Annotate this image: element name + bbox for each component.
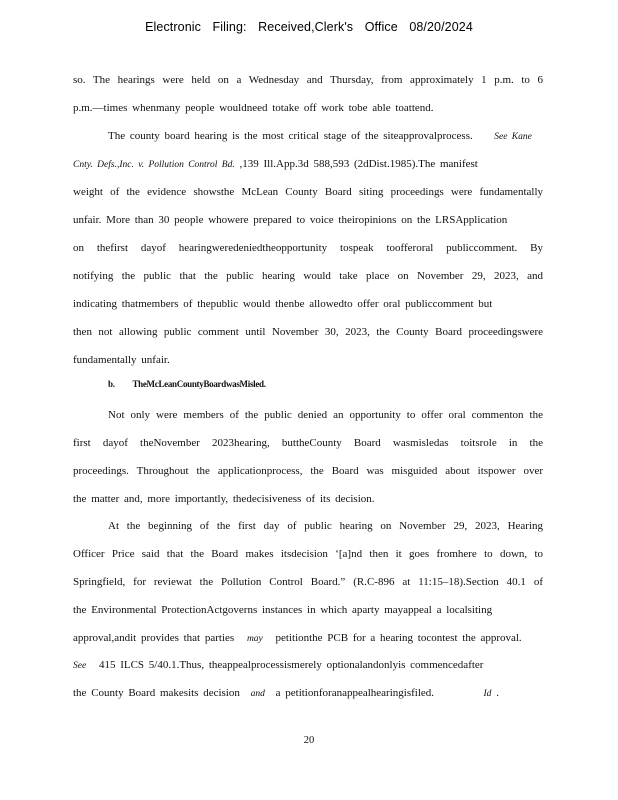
body-line: unfair. More than 30 people whowere prepared to voice theiropinions on the LRSApplication <box>73 214 508 226</box>
body-line <box>108 129 543 144</box>
section-heading <box>108 379 266 389</box>
filing-stamp-header: Electronic Filing: Received,Clerk's Office 08/20/2024 <box>145 20 473 34</box>
body-line: on thefirst dayof hearingweredeniedtheopportunity tospeak toofferoral publiccomment. By <box>73 242 543 254</box>
body-text: petitionthe PCB for a hearing tocontest the approval. <box>275 632 522 644</box>
body-line <box>73 631 543 646</box>
page-number: 20 <box>303 735 315 746</box>
citation-signal: See <box>73 661 87 671</box>
body-line: Not only were members of the public denied an opportunity to offer oral commenton the <box>108 409 543 421</box>
body-text: . <box>496 687 499 699</box>
body-line <box>73 686 543 701</box>
emphasis-text: and <box>250 689 265 699</box>
body-line: then not allowing public comment until November 30, 2023, the County Board proceedingswere <box>73 326 543 338</box>
body-text: 415 ILCS 5/40.1.Thus, theappealprocessismerely optionalandonlyis commencedafter <box>98 659 484 671</box>
body-text: approval,andit provides that parties <box>73 632 235 644</box>
body-line: the Environmental ProtectionActgoverns instances in which aparty mayappeal a localsiting <box>73 604 493 616</box>
body-text: the County Board makesits decision <box>73 687 240 699</box>
body-line <box>73 658 543 673</box>
section-heading-title: TheMcLeanCountyBoardwasMisled. <box>132 379 266 389</box>
body-line: weight of the evidence showsthe McLean County Board siting proceedings were fundamentally <box>73 186 543 198</box>
citation-signal: Id <box>483 689 492 699</box>
body-line: first dayof theNovember 2023hearing, buttheCounty Board wasmisledas toitsrole in the <box>73 437 543 449</box>
emphasis-text: may <box>246 634 263 644</box>
body-line: Officer Price said that the Board makes itsdecision ‘[a]nd then it goes fromhere to down, to <box>73 548 543 560</box>
body-text: a petitionforanappealhearingisfiled. <box>275 687 435 699</box>
body-line: so. The hearings were held on a Wednesday and Thursday, from approximately 1 p.m. to 6 <box>73 74 543 86</box>
section-heading-label: b. <box>108 379 115 389</box>
body-line: proceedings. Throughout the applicationprocess, the Board was misguided about itspower over <box>73 465 543 477</box>
body-line: indicating thatmembers of thepublic would thenbe allowedto offer oral publiccomment but <box>73 298 493 310</box>
body-line: p.m.—times whenmany people wouldneed totake off work tobe able toattend. <box>73 102 434 114</box>
body-text: ,139 Ill.App.3d 588,593 (2dDist.1985).The manifest <box>239 158 478 170</box>
body-line: the matter and, more importantly, thedecisiveness of its decision. <box>73 493 375 505</box>
body-line <box>73 157 543 172</box>
body-line: At the beginning of the first day of public hearing on November 29, 2023, Hearing <box>108 520 543 532</box>
body-text: The county board hearing is the most critical stage of the siteapprovalprocess. <box>108 130 473 142</box>
body-line: Springfield, for reviewat the Pollution Control Board.” (R.C-896 at 11:15–18).Section 40.1 of <box>73 576 543 588</box>
body-line: notifying the public that the public hearing would take place on November 29, 2023, and <box>73 270 543 282</box>
citation-signal: See Kane <box>494 132 532 142</box>
case-citation: Cnty. Defs.,Inc. v. Pollution Control Bd. <box>73 160 235 170</box>
body-line: fundamentally unfair. <box>73 354 170 366</box>
